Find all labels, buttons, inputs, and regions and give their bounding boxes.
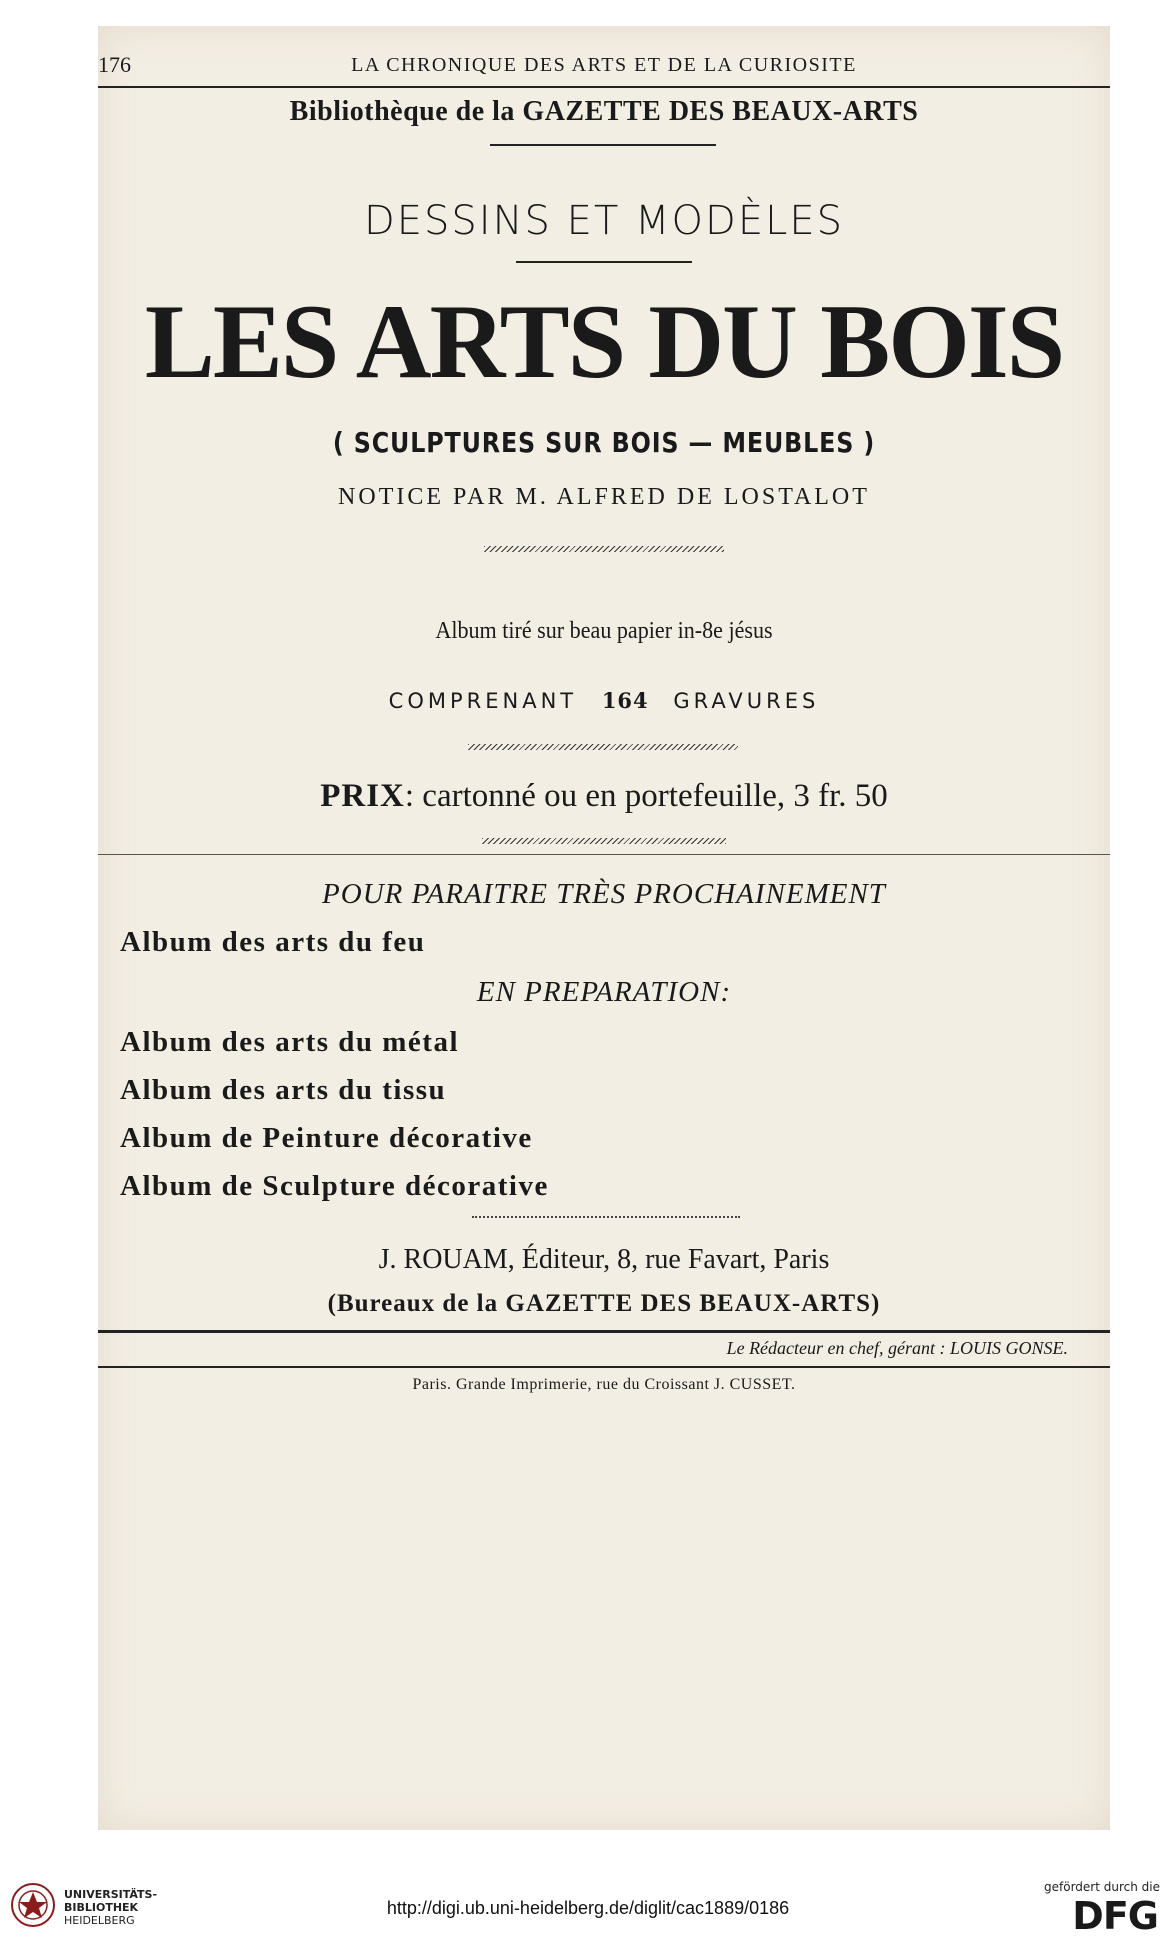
library-name-2: BIBLIOTHEK bbox=[64, 1901, 139, 1914]
price-label: PRIX bbox=[320, 778, 405, 814]
gravures-count: 164 bbox=[601, 688, 649, 713]
album-sculpture: Album de Sculpture décorative bbox=[120, 1170, 549, 1202]
publisher-line: J. ROUAM, Éditeur, 8, rue Favart, Paris bbox=[378, 1244, 830, 1275]
album-paper-line: Album tiré sur beau papier in-8e jésus bbox=[435, 618, 773, 644]
albums-dotted-rule bbox=[472, 1216, 740, 1218]
series-title: DESSINS ET MODÈLES bbox=[363, 198, 845, 244]
scanned-page bbox=[98, 26, 1110, 1830]
gravures-label: GRAVURES bbox=[673, 689, 820, 713]
main-title: LES ARTS DU BOIS bbox=[144, 283, 1064, 400]
library-name-3: HEIDELBERG bbox=[64, 1914, 135, 1927]
library-heading: Bibliothèque de la GAZETTE DES BEAUX-ARTS bbox=[289, 96, 919, 127]
comprenant-line bbox=[98, 688, 1110, 713]
notice-line: NOTICE PAR M. ALFRED DE LOSTALOT bbox=[338, 484, 870, 510]
imprint-line: Paris. Grande Imprimerie, rue du Croissant J. CUSSET. bbox=[412, 1376, 796, 1393]
digitization-url[interactable]: http://digi.ub.uni-heidelberg.de/diglit/cac1889/0186 bbox=[386, 1898, 790, 1918]
redacteur-rule-top bbox=[98, 1330, 1110, 1333]
price-wavy-rule bbox=[482, 838, 726, 844]
section-rule bbox=[98, 854, 1110, 855]
price-text: : cartonné ou en portefeuille, 3 fr. 50 bbox=[404, 778, 888, 814]
library-name-1: UNIVERSITÄTS- bbox=[64, 1888, 158, 1901]
album-metal: Album des arts du métal bbox=[120, 1026, 460, 1058]
funding-label: gefördert durch die bbox=[1044, 1880, 1160, 1894]
redacteur-line: Le Rédacteur en chef, gérant : LOUIS GONSE. bbox=[726, 1338, 1068, 1358]
notice-wavy-rule bbox=[484, 546, 724, 552]
header-rule bbox=[98, 86, 1110, 88]
digitization-footer bbox=[0, 1836, 1176, 1938]
upcoming-heading: POUR PARAITRE TRÈS PROCHAINEMENT bbox=[322, 878, 886, 910]
dfg-logo: DFG bbox=[1072, 1894, 1158, 1938]
preparation-heading: EN PREPARATION: bbox=[476, 976, 732, 1008]
bureaux-line: (Bureaux de la GAZETTE DES BEAUX-ARTS) bbox=[327, 1290, 881, 1317]
library-rule bbox=[490, 144, 716, 146]
album-peinture: Album de Peinture décorative bbox=[120, 1122, 533, 1154]
price-line bbox=[98, 778, 1110, 815]
comprenant-label: COMPRENANT bbox=[388, 689, 578, 713]
series-rule bbox=[516, 261, 692, 263]
album-feu: Album des arts du feu bbox=[120, 926, 426, 958]
album-tissu: Album des arts du tissu bbox=[120, 1074, 447, 1106]
page-number: 176 bbox=[98, 52, 131, 77]
gravures-wavy-rule bbox=[468, 744, 738, 750]
running-title: LA CHRONIQUE DES ARTS ET DE LA CURIOSITE bbox=[351, 54, 857, 76]
subtitle: ( SCULPTURES SUR BOIS — MEUBLES ) bbox=[332, 426, 876, 459]
redacteur-rule-bottom bbox=[98, 1366, 1110, 1368]
